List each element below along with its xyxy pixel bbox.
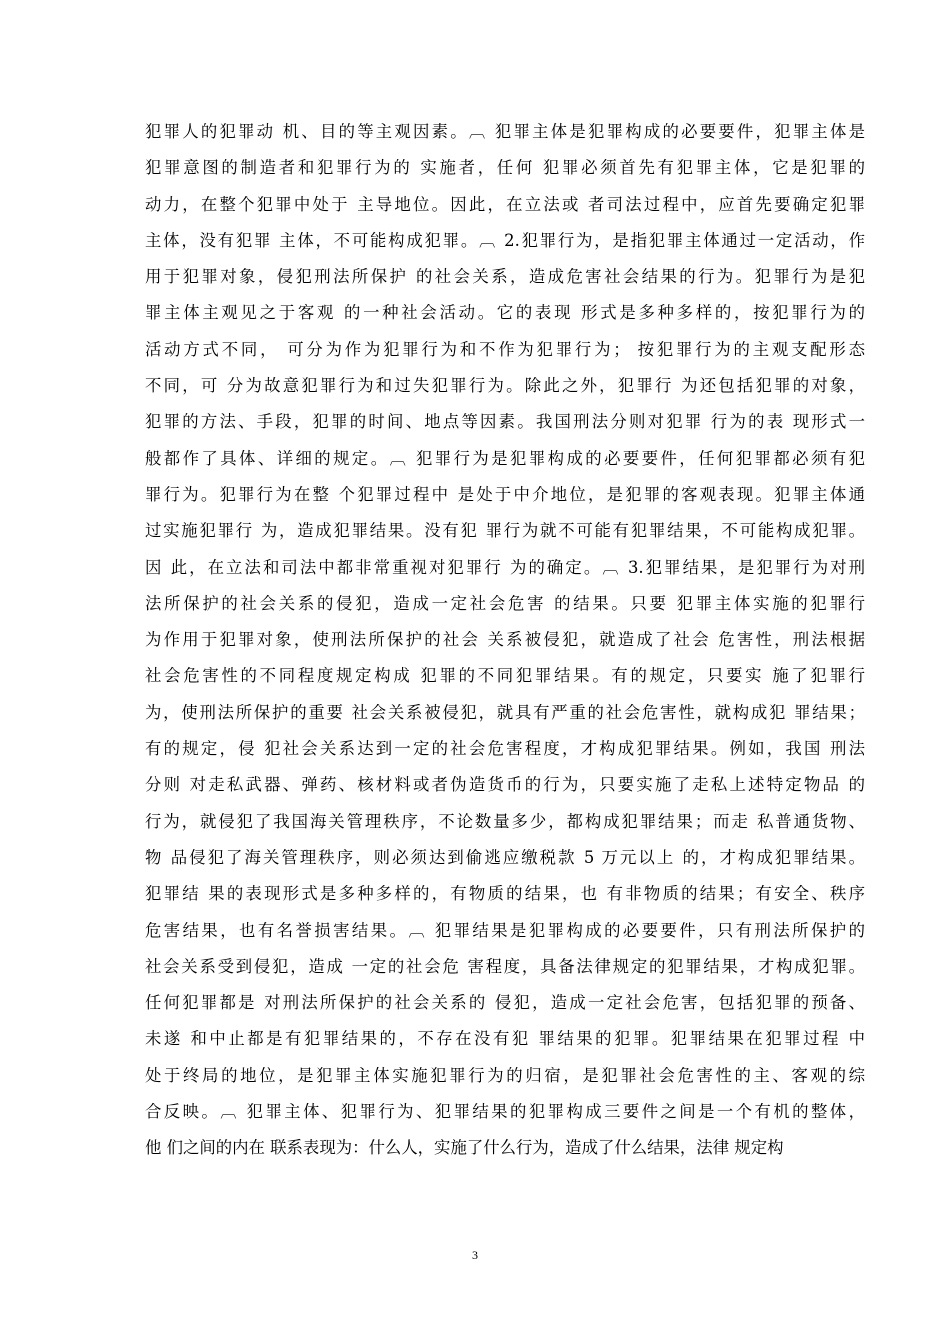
text-line-21: 物 品侵犯了海关管理秩序，则必须达到偷逃应缴税款 5 万元以上 的，才构成犯罪结果。 xyxy=(145,847,865,867)
text-line-1: 犯罪人的犯罪动 机、目的等主观因素。︹ 犯罪主体是犯罪构成的必要要件，犯罪主体是 xyxy=(145,122,865,141)
text-line-12: 过实施犯罪行 为，造成犯罪结果。没有犯 罪行为就不可能有犯罪结果，不可能构成犯罪。 xyxy=(145,521,865,541)
text-line-4: 主体，没有犯罪 主体，不可能构成犯罪。︹ 2.犯罪行为，是指犯罪主体通过一定活动，作 xyxy=(145,230,865,250)
text-line-28: 合反映。︹ 犯罪主体、犯罪行为、犯罪结果的犯罪构成三要件之间是一个有机的整体， xyxy=(145,1102,865,1122)
text-line-16: 社会危害性的不同程度规定构成 犯罪的不同犯罪结果。有的规定，只要实 施了犯罪行 xyxy=(145,666,865,686)
text-line-22: 犯罪结 果的表现形式是多种多样的，有物质的结果，也 有非物质的结果；有安全、秩序 xyxy=(145,884,865,904)
body-text xyxy=(145,114,865,1167)
text-line-27: 处于终局的地位，是犯罪主体实施犯罪行为的归宿，是犯罪社会危害性的主、客观的综 xyxy=(145,1065,865,1085)
text-line-7: 活动方式不同， 可分为作为犯罪行为和不作为犯罪行为； 按犯罪行为的主观支配形态 xyxy=(145,339,865,359)
text-line-25: 任何犯罪都是 对刑法所保护的社会关系的 侵犯，造成一定社会危害，包括犯罪的预备、 xyxy=(145,993,865,1013)
text-line-26: 未遂 和中止都是有犯罪结果的，不存在没有犯 罪结果的犯罪。犯罪结果在犯罪过程 中 xyxy=(145,1029,865,1049)
text-line-5: 用于犯罪对象，侵犯刑法所保护 的社会关系，造成危害社会结果的行为。犯罪行为是犯 xyxy=(145,267,865,287)
text-line-3: 动力，在整个犯罪中处于 主导地位。因此，在立法或 者司法过程中，应首先要确定犯罪 xyxy=(145,194,865,214)
text-line-20: 行为，就侵犯了我国海关管理秩序，不论数量多少，都构成犯罪结果；而走 私普通货物、 xyxy=(145,811,865,831)
text-line-13: 因 此，在立法和司法中都非常重视对犯罪行 为的确定。︹ 3.犯罪结果，是犯罪行为对刑 xyxy=(145,557,865,577)
text-line-29: 他 们之间的内在 联系表现为：什么人，实施了什么行为，造成了什么结果，法律 规定构 xyxy=(145,1138,784,1158)
text-line-18: 有的规定，侵 犯社会关系达到一定的社会危害程度，才构成犯罪结果。例如，我国 刑法 xyxy=(145,739,865,759)
text-line-19: 分则 对走私武器、弹药、核材料或者伪造货币的行为，只要实施了走私上述特定物品 的 xyxy=(145,775,865,795)
text-line-17: 为，使刑法所保护的重要 社会关系被侵犯，就具有严重的社会危害性，就构成犯 罪结果； xyxy=(145,702,865,722)
text-line-6: 罪主体主观见之于客观 的一种社会活动。它的表现 形式是多种多样的，按犯罪行为的 xyxy=(145,303,865,323)
text-line-15: 为作用于犯罪对象，使刑法所保护的社会 关系被侵犯，就造成了社会 危害性，刑法根据 xyxy=(145,630,865,650)
text-line-23: 危害结果，也有名誉损害结果。︹ 犯罪结果是犯罪构成的必要要件，只有刑法所保护的 xyxy=(145,920,865,940)
page-number: 3 xyxy=(472,1248,478,1262)
text-line-8: 不同，可 分为故意犯罪行为和过失犯罪行为。除此之外，犯罪行 为还包括犯罪的对象， xyxy=(145,376,865,396)
text-line-11: 罪行为。犯罪行为在整 个犯罪过程中 是处于中介地位，是犯罪的客观表现。犯罪主体通 xyxy=(145,484,865,504)
text-line-24: 社会关系受到侵犯，造成 一定的社会危 害程度，具备法律规定的犯罪结果，才构成犯罪。 xyxy=(145,956,865,976)
text-line-14: 法所保护的社会关系的侵犯，造成一定社会危害 的结果。只要 犯罪主体实施的犯罪行 xyxy=(145,593,865,613)
text-line-2: 犯罪意图的制造者和犯罪行为的 实施者，任何 犯罪必须首先有犯罪主体，它是犯罪的 xyxy=(145,158,865,178)
text-line-10: 般都作了具体、详细的规定。︹ 犯罪行为是犯罪构成的必要要件，任何犯罪都必须有犯 xyxy=(145,448,865,468)
text-line-9: 犯罪的方法、手段，犯罪的时间、地点等因素。我国刑法分则对犯罪 行为的表 现形式一 xyxy=(145,412,865,432)
